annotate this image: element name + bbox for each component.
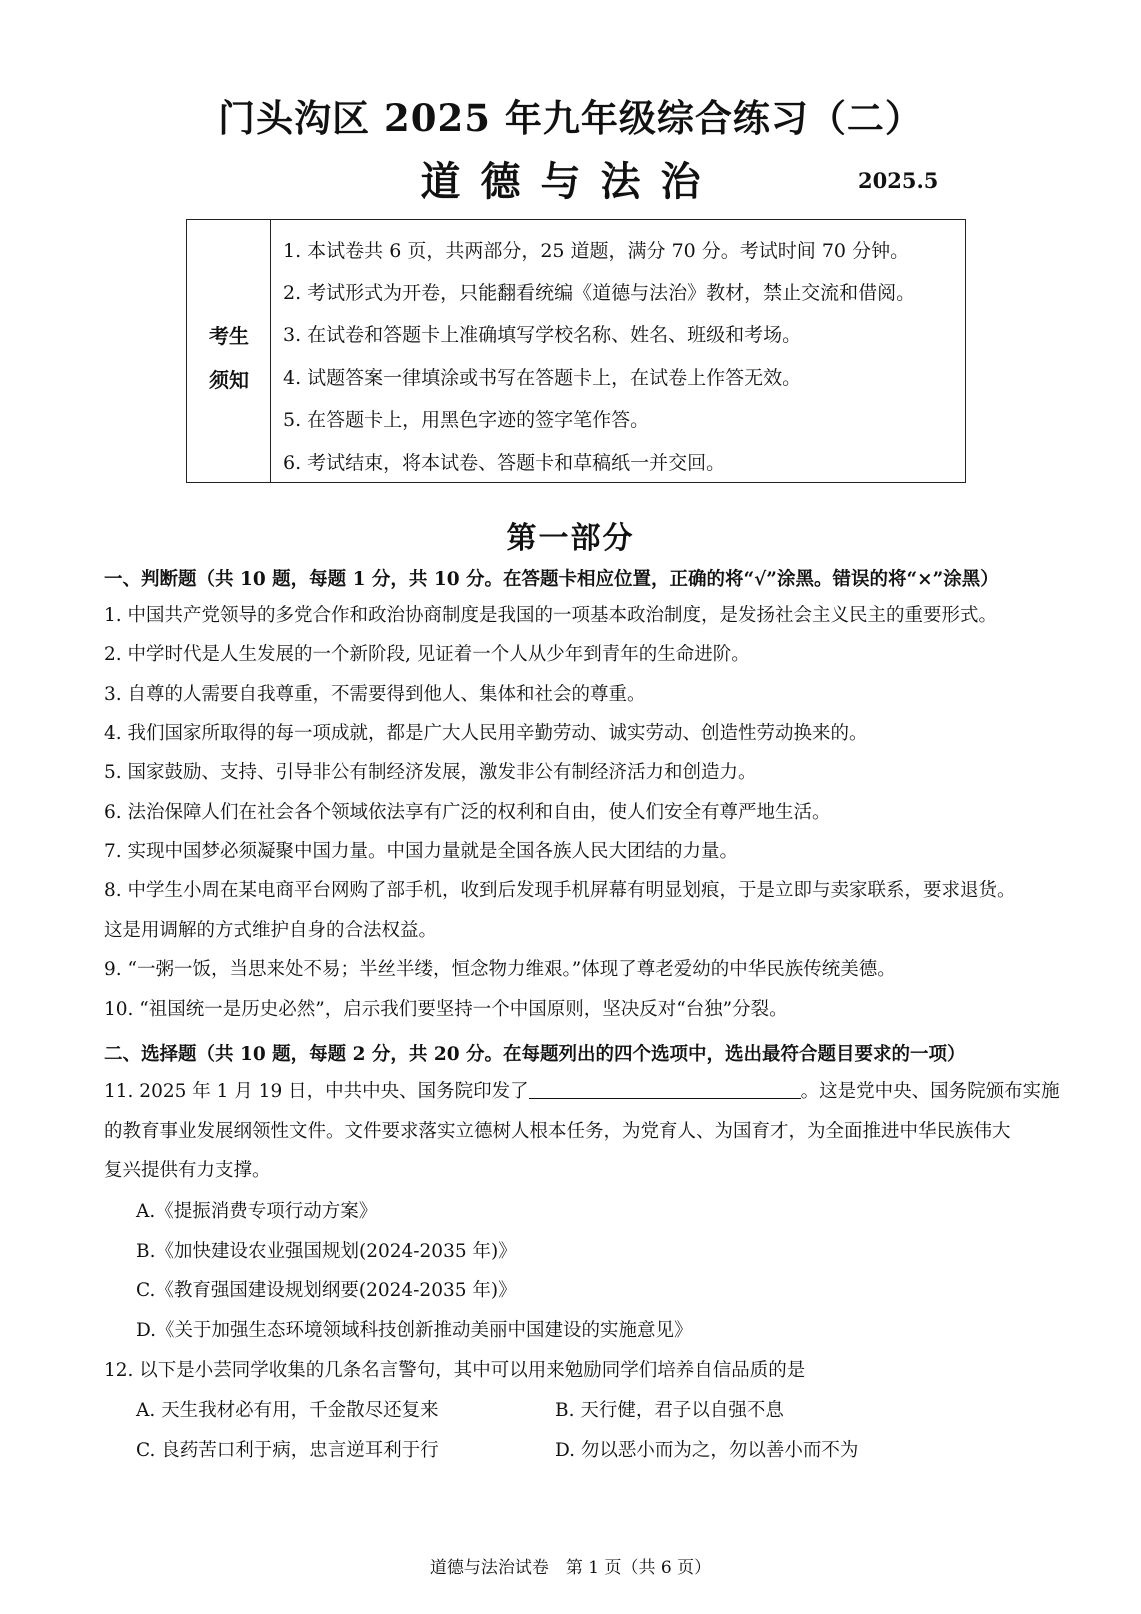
q12-option-c: C. 良药苦口利于病，忠言逆耳利于行 bbox=[136, 1440, 439, 1461]
q11-stem-after: 。这是党中央、国务院颁布实施 bbox=[800, 1081, 1060, 1102]
judgment-question: 4. 我们国家所取得的每一项成就，都是广大人民用辛勤劳动、诚实劳动、创造性劳动换来的。 bbox=[104, 723, 868, 744]
notice-label-bottom: 须知 bbox=[209, 368, 249, 392]
judgment-question: 10. “祖国统一是历史必然”，启示我们要坚持一个中国原则，坚决反对“台独”分裂。 bbox=[104, 999, 788, 1020]
notice-item: 3. 在试卷和答题卡上准确填写学校名称、姓名、班级和考场。 bbox=[283, 324, 802, 346]
notice-item: 1. 本试卷共 6 页，共两部分，25 道题，满分 70 分。考试时间 70 分钟。 bbox=[283, 240, 910, 262]
notice-label-top: 考生 bbox=[209, 324, 249, 348]
q11-option-c: C.《教育强国建设规划纲要(2024-2035 年)》 bbox=[136, 1280, 517, 1301]
notice-label-cell bbox=[187, 220, 271, 482]
exam-title: 门头沟区 2025 年九年级综合练习（二） bbox=[218, 96, 923, 140]
question-11-stem bbox=[104, 1077, 1060, 1103]
subject-title: 道德与法治 bbox=[420, 158, 721, 205]
q11-option-a: A.《提振消费专项行动方案》 bbox=[136, 1201, 378, 1222]
judgment-question: 8. 中学生小周在某电商平台网购了部手机，收到后发现手机屏幕有明显划痕，于是立即与卖家联系，要求退货。 bbox=[104, 880, 1016, 901]
q11-stem-before: 11. 2025 年 1 月 19 日，中共中央、国务院印发了 bbox=[104, 1081, 529, 1102]
part-one-title: 第一部分 bbox=[506, 521, 635, 556]
q12-option-d: D. 勿以恶小而为之，勿以善小而不为 bbox=[555, 1440, 859, 1461]
section-one-heading: 一、判断题（共 10 题，每题 1 分，共 10 分。在答题卡相应位置，正确的将“√”涂黑。错误的将“×”涂黑） bbox=[104, 569, 999, 590]
notice-item: 4. 试题答案一律填涂或书写在答题卡上，在试卷上作答无效。 bbox=[283, 367, 802, 389]
judgment-question: 3. 自尊的人需要自我尊重，不需要得到他人、集体和社会的尊重。 bbox=[104, 684, 646, 705]
candidate-notice-box bbox=[186, 219, 966, 483]
judgment-question: 1. 中国共产党领导的多党合作和政治协商制度是我国的一项基本政治制度，是发扬社会主义民主的重要形式。 bbox=[104, 605, 998, 626]
page-footer: 道德与法治试卷 第 1 页（共 6 页） bbox=[429, 1558, 712, 1578]
notice-item: 5. 在答题卡上，用黑色字迹的签字笔作答。 bbox=[283, 409, 650, 431]
judgment-question: 5. 国家鼓励、支持、引导非公有制经济发展，激发非公有制经济活力和创造力。 bbox=[104, 762, 757, 783]
section-two-heading: 二、选择题（共 10 题，每题 2 分，共 20 分。在每题列出的四个选项中，选出最符合题目要求的一项） bbox=[104, 1044, 966, 1065]
judgment-question: 7. 实现中国梦必须凝聚中国力量。中国力量就是全国各族人民大团结的力量。 bbox=[104, 841, 739, 862]
q12-option-b: B. 天行健，君子以自强不息 bbox=[555, 1400, 784, 1421]
question-11-stem-line3: 复兴提供有力支撑。 bbox=[104, 1160, 271, 1181]
judgment-question: 2. 中学时代是人生发展的一个新阶段, 见证着一个人从少年到青年的生命进阶。 bbox=[104, 644, 750, 665]
judgment-question: 6. 法治保障人们在社会各个领域依法享有广泛的权利和自由，使人们安全有尊严地生活。 bbox=[104, 802, 831, 823]
q11-option-d: D.《关于加强生态环境领域科技创新推动美丽中国建设的实施意见》 bbox=[136, 1320, 693, 1341]
judgment-question: 9. “一粥一饭，当思来处不易；半丝半缕，恒念物力维艰。”体现了尊老爱幼的中华民族传统美德。 bbox=[104, 959, 896, 980]
notice-item: 6. 考试结束，将本试卷、答题卡和草稿纸一并交回。 bbox=[283, 452, 726, 474]
q11-option-b: B.《加快建设农业强国规划(2024-2035 年)》 bbox=[136, 1241, 517, 1262]
exam-date: 2025.5 bbox=[858, 168, 939, 193]
question-12-stem: 12. 以下是小芸同学收集的几条名言警句，其中可以用来勉励同学们培养自信品质的是 bbox=[104, 1360, 806, 1381]
question-11-stem-line2: 的教育事业发展纲领性文件。文件要求落实立德树人根本任务，为党育人、为国育才，为全面推进中华民族伟大 bbox=[104, 1121, 1011, 1142]
notice-item: 2. 考试形式为开卷，只能翻看统编《道德与法治》教材，禁止交流和借阅。 bbox=[283, 282, 916, 304]
q12-option-a: A. 天生我材必有用，千金散尽还复来 bbox=[136, 1400, 439, 1421]
q11-answer-blank bbox=[529, 1080, 801, 1099]
judgment-question-continued: 这是用调解的方式维护自身的合法权益。 bbox=[104, 920, 438, 941]
